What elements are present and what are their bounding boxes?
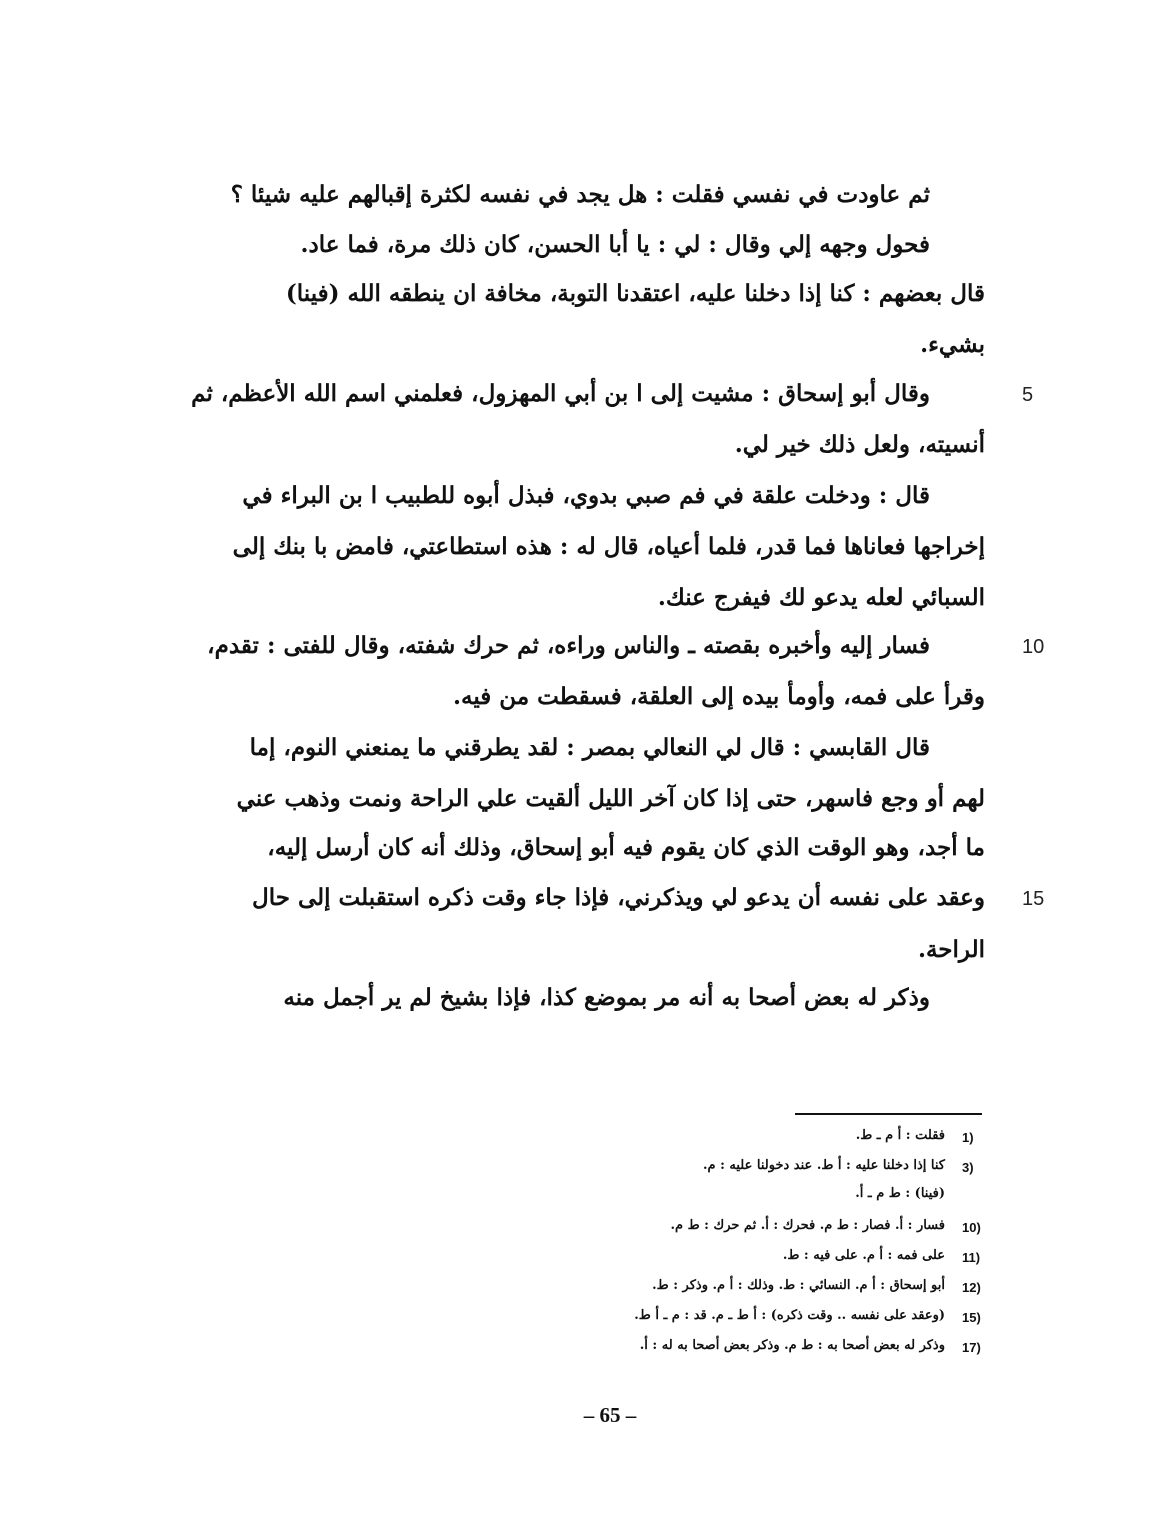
body-line: وقرأ على فمه، وأومأ بيده إلى العلقة، فسقطت من فيه. [453, 683, 985, 710]
body-line: ثم عاودت في نفسي فقلت : هل يجد في نفسه لكثرة إقبالهم عليه شيئا ؟ [230, 181, 930, 208]
page-number: – 65 – [583, 1403, 637, 1427]
body-line: قال بعضهم : كنا إذا دخلنا عليه، اعتقدنا التوبة، مخافة ان ينطقه الله (فينا) [285, 280, 985, 307]
line-number: 15 [1022, 888, 1045, 910]
footnote-number: 15) [962, 1310, 981, 1325]
body-line: وقال أبو إسحاق : مشيت إلى ا بن أبي المهزول، فعلمني اسم الله الأعظم، ثم [191, 380, 930, 407]
body-line: ما أجد، وهو الوقت الذي كان يقوم فيه أبو إسحاق، وذلك أنه كان أرسل إليه، [267, 834, 985, 861]
footnote-text: أبو إسحاق : أ م. النسائي : ط. وذلك : أ م. وذكر : ط. [652, 1278, 945, 1293]
line-number: 5 [1022, 384, 1034, 406]
footnote-number: 17) [962, 1340, 981, 1355]
footnote-text: (وعقد على نفسه .. وقت ذكره) : أ ط ـ م. قد : م ـ أ ط. [634, 1308, 945, 1323]
footnote-number: 12) [962, 1280, 981, 1295]
footnote-text: على فمه : أ م. على فيه : ط. [782, 1248, 945, 1263]
body-line: قال : ودخلت علقة في فم صبي بدوي، فبذل أبوه للطبيب ا بن البراء في [242, 482, 930, 509]
body-line: وعقد على نفسه أن يدعو لي ويذكرني، فإذا جاء وقت ذكره استقبلت إلى حال [252, 884, 985, 911]
footnote-number: 1) [962, 1130, 974, 1145]
body-line: لهم أو وجع فاسهر، حتى إذا كان آخر الليل ألقيت علي الراحة ونمت وذهب عني [236, 785, 985, 812]
body-line: السبائي لعله يدعو لك فيفرج عنك. [657, 584, 985, 611]
line-number: 10 [1022, 636, 1045, 658]
footnote-number: 11) [962, 1250, 981, 1265]
footnote-text: كنا إذا دخلنا عليه : أ ط. عند دخولنا عليه : م. [702, 1158, 945, 1173]
footnote-text: (فينا) : ط م ـ أ. [855, 1186, 945, 1201]
footnote-text: فقلت : أ م ـ ط. [855, 1128, 945, 1143]
body-line: قال القابسي : قال لي النعالي بمصر : لقد يطرقني ما يمنعني النوم، إما [249, 734, 930, 761]
footnote-text: وذكر له بعض أصحا به : ط م. وذكر بعض أصحا به له : أ. [639, 1338, 945, 1353]
body-line: الراحة. [917, 936, 985, 963]
body-line: فحول وجهه إلي وقال : لي : يا أبا الحسن، كان ذلك مرة، فما عاد. [300, 231, 930, 258]
footnote-text: فسار : أ. فصار : ط م. فحرك : أ. ثم حرك : ط م. [670, 1218, 945, 1233]
body-line: وذكر له بعض أصحا به أنه مر بموضع كذا، فإذا بشيخ لم ير أجمل منه [283, 984, 930, 1011]
footnote-separator [795, 1113, 982, 1115]
body-line: إخراجها فعاناها فما قدر، فلما أعياه، قال له : هذه استطاعتي، فامض با بنك إلى [232, 533, 985, 560]
body-line: فسار إليه وأخبره بقصته ـ والناس وراءه، ثم حرك شفته، وقال للفتى : تقدم، [207, 632, 930, 659]
body-line: بشيء. [920, 331, 985, 358]
body-line: أنسيته، ولعل ذلك خير لي. [734, 431, 985, 458]
footnote-number: 10) [962, 1220, 981, 1235]
footnote-number: 3) [962, 1160, 974, 1175]
